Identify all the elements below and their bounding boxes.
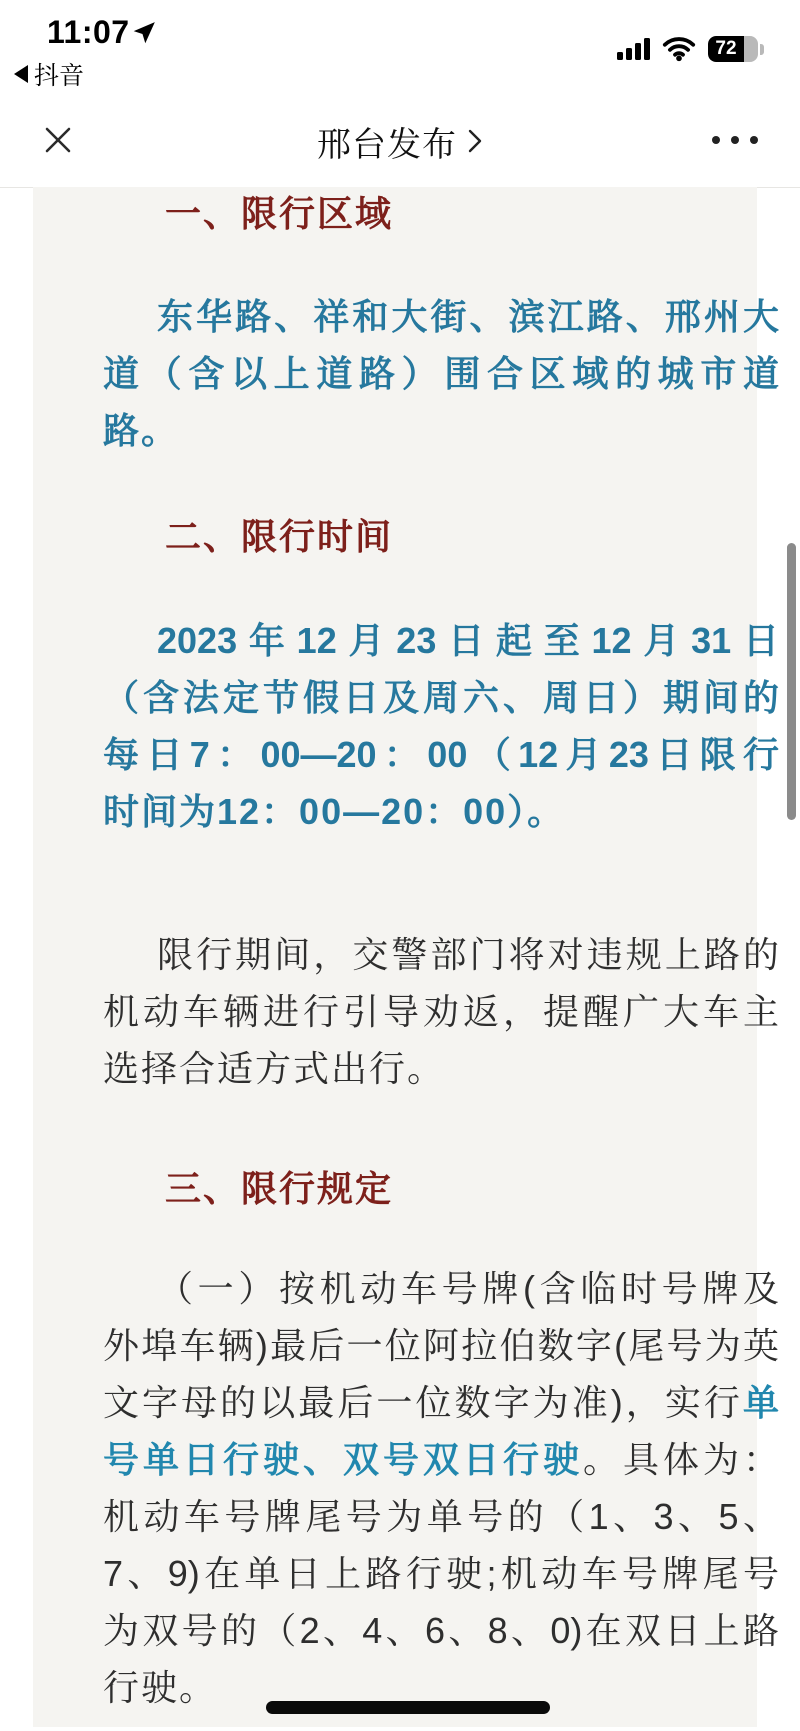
text-line [103,1040,779,1097]
text-line [103,1260,779,1317]
text-line [103,612,779,669]
text-line [103,926,779,983]
section-heading: 三、限行规定 [165,1168,394,1209]
section-heading: 二、限行时间 [165,516,394,557]
text-segment: 限行期间，交警部门将对违规上路的 [157,934,779,975]
wifi-icon [662,36,696,62]
status-icons [617,36,764,62]
text-line [103,783,779,840]
status-bar [0,0,800,95]
text-segment: 选择合适方式出行。 [103,1048,446,1089]
more-button[interactable] [712,123,758,157]
cellular-signal-icon [617,38,650,60]
dot-icon [750,136,758,144]
text-line [103,983,779,1040]
text-segment: 每日7：00—20：00（12月23日限行 [103,734,779,775]
text-line [103,1431,779,1488]
text-line [103,669,779,726]
text-segment: 为双号的（2、4、6、8、0)在双日上路 [103,1610,779,1651]
text-segment: 文字母的以最后一位数字为准)，实行 [103,1382,743,1423]
text-line [103,1602,779,1659]
article-content-area [33,187,779,1727]
text-segment: 单 [742,1382,779,1423]
paragraph [103,926,779,1097]
back-app-label: 抖音 [34,62,85,90]
text-segment: 机动车号牌尾号为单号的（1、3、5、 [103,1496,779,1537]
paragraph [103,1260,779,1716]
text-segment: 7、9)在单日上路行驶;机动车号牌尾号 [103,1553,779,1594]
text-line [103,345,779,402]
text-line [103,1488,779,1545]
text-line [103,402,779,459]
battery-percent: 72 [715,38,737,59]
text-line [103,1374,779,1431]
page-title: 邢台发布 [317,125,457,164]
battery-icon [708,36,758,62]
text-segment: 外埠车辆)最后一位阿拉伯数字(尾号为英 [103,1325,779,1366]
paragraph [103,288,779,459]
clock: 11:07 [47,14,130,50]
battery-cap [760,44,764,55]
back-triangle-icon [14,65,28,83]
text-segment: 行驶。 [103,1667,218,1708]
chevron-right-icon [467,127,483,155]
paragraph [103,612,779,840]
text-line [103,726,779,783]
text-line [103,1545,779,1602]
text-line [103,288,779,345]
text-segment: 道（含以上道路）围合区域的城市道 [103,353,779,394]
text-segment: 路。 [103,410,180,451]
text-segment: 号单日行驶、双号双日行驶 [103,1439,583,1480]
text-segment: 机动车辆进行引导劝返，提醒广大车主 [103,991,779,1032]
scrollbar-thumb[interactable] [787,543,796,820]
text-segment: 2023年12月23日起至12月31日 [157,620,779,661]
home-indicator [266,1701,550,1714]
text-segment: （含法定节假日及周六、周日）期间的 [103,677,779,718]
section-heading: 一、限行区域 [165,193,394,234]
text-segment: （一）按机动车号牌(含临时号牌及 [157,1268,779,1309]
location-arrow-icon [131,20,157,46]
back-to-app[interactable] [14,56,84,92]
text-segment: 。具体为： [582,1439,779,1480]
dot-icon [731,136,739,144]
dot-icon [712,136,720,144]
text-segment: 东华路、祥和大街、滨江路、邢州大 [157,296,779,337]
text-line [103,1317,779,1374]
account-title-link[interactable] [0,95,800,187]
webview-header [0,95,800,188]
text-segment: 时间为12：00—20：00）。 [103,791,566,832]
